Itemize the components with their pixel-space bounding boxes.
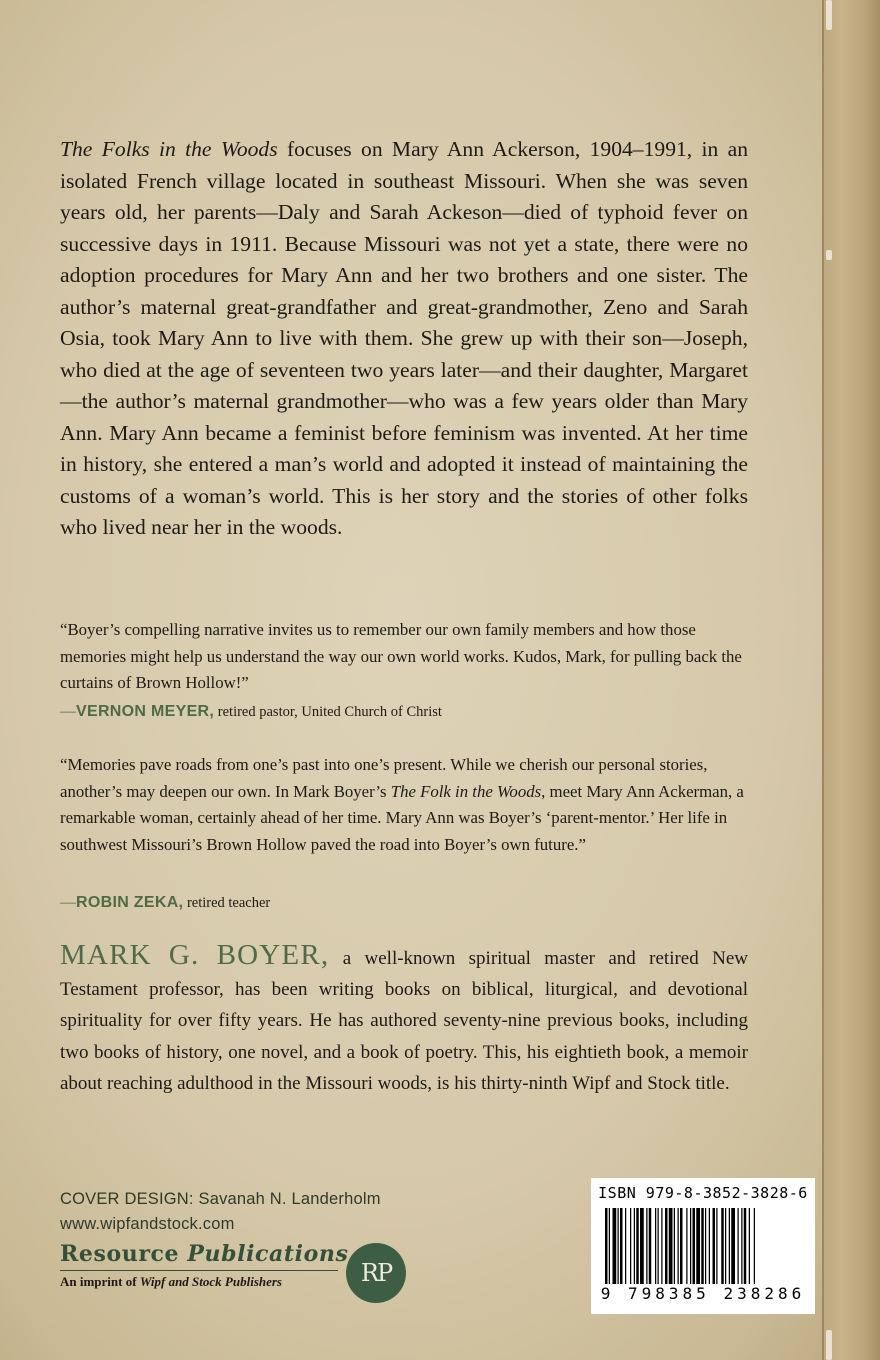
barcode-bar	[620, 1208, 623, 1284]
barcode-bar	[630, 1208, 631, 1284]
barcode-bar	[646, 1208, 647, 1284]
description-blurb	[60, 134, 748, 544]
endorsement-attribution: —VERNON MEYER, retired pastor, United Church of Christ	[60, 703, 442, 720]
book-spine-edge	[822, 0, 880, 1360]
barcode-bar	[655, 1208, 656, 1284]
barcode-digits: 9 798385 238286	[600, 1284, 806, 1303]
endorser-name: VERNON MEYER,	[76, 703, 215, 720]
barcode-bar	[696, 1208, 700, 1284]
barcode-bar	[680, 1208, 683, 1284]
barcode-bar	[625, 1208, 626, 1284]
barcode-bar	[721, 1208, 724, 1284]
barcode-bar	[716, 1208, 717, 1284]
barcode-bar	[634, 1208, 635, 1284]
barcode-bar	[741, 1208, 742, 1284]
barcode-bar	[609, 1208, 610, 1284]
barcode-bar	[754, 1208, 755, 1284]
bio-text: a well-known spiritual master and retired New Testament professor, has been writing books on biblical, liturgical, and devotional spirituality for over fifty years. He has authored seventy-nine previous books, including two books of history, one novel, and a book of poetry. This, his eightieth book, a memoir about reaching adulthood in the Missouri woods, is his thirty-ninth Wipf and Stock title.	[60, 948, 748, 1094]
barcode-bar	[709, 1208, 710, 1284]
barcode-bar	[636, 1208, 639, 1284]
isbn-barcode	[591, 1178, 815, 1314]
barcode-bar	[713, 1208, 716, 1284]
barcode-bar	[678, 1208, 679, 1284]
barcode-bar	[701, 1208, 704, 1284]
barcode-bar	[613, 1208, 617, 1284]
endorser-name: ROBIN ZEKA,	[76, 894, 184, 911]
barcode-bar	[729, 1208, 730, 1284]
book-title: The Folks in the Woods	[60, 137, 278, 161]
publisher-name: Resource Publications	[60, 1241, 349, 1267]
endorsement-quote: “Boyer’s compelling narrative invites us to remember our own family members and how those memories might help us understand the way our own world works. Kudos, Mark, for pulling back the curtains of Brown Hollow!”	[60, 620, 742, 692]
barcode-bar	[640, 1208, 644, 1284]
blurb-text: focuses on Mary Ann Ackerson, 1904–1991, in an isolated French village located in southeast Missouri. When she was seven years old, her parents—Daly and Sarah Ackeson—died of typhoid fever on successive days in 1911. Because Missouri was not yet a state, there were no adoption procedures for Mary Ann and her two brothers and one sister. The author’s maternal great-grandfather and great-grandmother, Zeno and Sarah Osia, took Mary Ann to live with them. She grew up with their son—Joseph, who died at the age of seventeen two years later—and their daughter, Margaret—the author’s maternal grandmother—who was a few years older than Mary Ann. Mary Ann became a feminist before feminism was invented. At her time in history, she entered a man’s world and adopted it instead of maintaining the customs of a woman’s world. This is her story and the stories of other folks who lived near her in the woods.	[60, 137, 749, 539]
barcode-bar	[705, 1208, 706, 1284]
barcode-bar	[669, 1208, 673, 1284]
isbn-number: ISBN 979-8-3852-3828-6	[598, 1184, 808, 1202]
barcode-bar	[731, 1208, 735, 1284]
publisher-logo: RP	[346, 1243, 406, 1303]
barcode-bar	[649, 1208, 652, 1284]
barcode-bar	[618, 1208, 619, 1284]
publisher-website: www.wipfandstock.com	[60, 1215, 235, 1233]
barcode-bars	[605, 1208, 801, 1284]
publisher-imprint	[60, 1240, 348, 1290]
barcode-bar	[686, 1208, 687, 1284]
barcode-bar	[725, 1208, 726, 1284]
cover-design-credit: COVER DESIGN: Savanah N. Landerholm	[60, 1190, 381, 1208]
barcode-bar	[693, 1208, 696, 1284]
publisher-rule	[60, 1270, 338, 1271]
endorsement-attribution: —ROBIN ZEKA, retired teacher	[60, 894, 271, 911]
imprint-line: An imprint of Wipf and Stock Publishers	[60, 1274, 282, 1289]
barcode-bar	[658, 1208, 659, 1284]
barcode-bar	[749, 1208, 750, 1284]
author-bio	[60, 940, 748, 1099]
barcode-bar	[738, 1208, 739, 1284]
barcode-bar	[674, 1208, 675, 1284]
endorser-role: retired pastor, United Church of Christ	[214, 704, 442, 720]
endorser-role: retired teacher	[183, 895, 271, 911]
barcode-bar	[690, 1208, 691, 1284]
barcode-bar	[661, 1208, 662, 1284]
barcode-bar	[605, 1208, 608, 1284]
credits	[60, 1187, 381, 1237]
barcode-bar	[744, 1208, 747, 1284]
endorsement-quote: “Memories pave roads from one’s past into one’s present. While we cherish our personal stories, another’s may deepen our own. In Mark Boyer’s The Folk in the Woods, meet Mary Ann Ackerman, a remarkable woman, certainly ahead of her time. Mary Ann was Boyer’s ‘parent-mentor.’ Her life in southwest Missouri’s Brown Hollow paved the road into Boyer’s own future.”	[60, 755, 744, 854]
author-name: MARK G. BOYER,	[60, 939, 330, 971]
barcode-bar	[665, 1208, 668, 1284]
